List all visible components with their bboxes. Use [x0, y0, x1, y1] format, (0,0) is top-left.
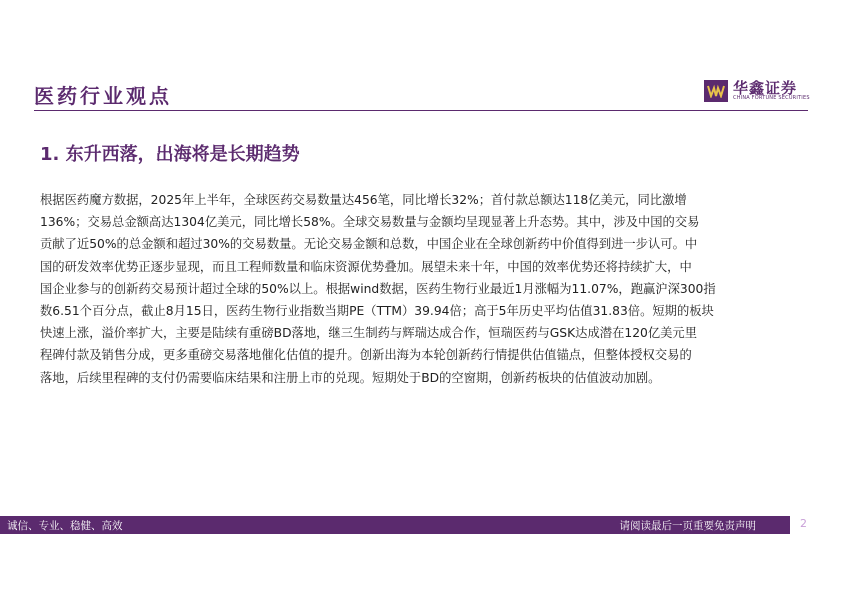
body-line: 快速上涨，溢价率扩大，主要是陆续有重磅BD落地，继三生制药与辉瑞达成合作，恒瑞医药与GSK达成潜在120亿美元里 [40, 326, 698, 341]
header-divider [34, 110, 808, 111]
body-line: 数6.51个百分点，截止8月15日，医药生物行业指数当期PE（TTM）39.94倍；高于5年历史平均估值31.83倍。短期的板块 [40, 304, 714, 319]
body-line: 落地，后续里程碑的支付仍需要临床结果和注册上市的兑现。短期处于BD的空窗期，创新药板块的估值波动加剧。 [40, 370, 661, 385]
body-line: 贡献了近50%的总金额和超过30%的交易数量。无论交易金额和总数，中国企业在全球创新药中价值得到进一步认可。中 [40, 237, 698, 252]
body-line: 程碑付款及销售分成，更多重磅交易落地催化估值的提升。创新出海为本轮创新药行情提供估值锚点，但整体授权交易的 [40, 348, 692, 363]
logo-name-cn: 华鑫证券 [733, 79, 798, 97]
body-line: 根据医药魔方数据，2025年上半年，全球医药交易数量达456笔，同比增长32%；首付款总额达118亿美元，同比激增 [40, 193, 687, 207]
page-title: 医药行业观点 [34, 84, 172, 108]
page-number: 2 [800, 517, 807, 530]
footer-bar [0, 516, 790, 534]
body-line: 136%；交易总金额高达1304亿美元，同比增长58%。全球交易数量与金额均呈现显著上升态势。其中，涉及中国的交易 [40, 215, 700, 230]
page-number-box [790, 516, 842, 534]
body-line: 国企业参与的创新药交易预计超过全球的50%以上。根据wind数据，医药生物行业最近1月涨幅为11.07%，跑赢沪深300指 [40, 281, 716, 296]
body-paragraph [40, 189, 810, 389]
body-line: 国的研发效率优势正逐步显现，而且工程师数量和临床资源优势叠加。展望未来十年，中国的效率优势还将持续扩大，中 [40, 259, 692, 274]
company-logo [704, 80, 814, 104]
footer-slogan: 诚信、专业、稳健、高效 [7, 520, 123, 532]
section-heading: 1. 东升西落，出海将是长期趋势 [40, 144, 300, 165]
footer-disclaimer: 请阅读最后一页重要免责声明 [619, 520, 756, 532]
logo-name-en: CHINA FORTUNE SECURITIES [733, 95, 810, 101]
logo-mark-icon [704, 80, 728, 102]
